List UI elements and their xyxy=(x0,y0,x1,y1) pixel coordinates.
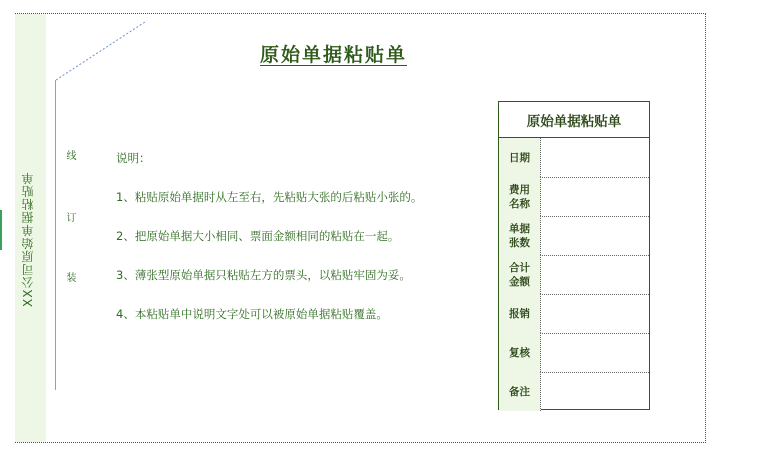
row-label: 费用 名称 xyxy=(499,177,541,216)
table-row-remarks xyxy=(499,372,649,411)
row-label: 报销 xyxy=(499,294,541,333)
note-item-1: 1、粘贴原始单据时从左至右，先粘贴大张的后粘贴小张的。 xyxy=(116,190,423,204)
note-item-2: 2、把原始单据大小相同、票面金额相同的粘贴在一起。 xyxy=(116,229,400,243)
row-value[interactable] xyxy=(541,177,649,216)
row-label: 合计 金额 xyxy=(499,255,541,294)
binding-line xyxy=(55,80,56,390)
row-label: 单据 张数 xyxy=(499,216,541,255)
binding-mark-xian: 线 xyxy=(64,150,75,160)
table-row-expense-name xyxy=(499,177,649,217)
table-row-date xyxy=(499,138,649,178)
table-row-total-amount xyxy=(499,255,649,295)
row-value[interactable] xyxy=(541,138,649,177)
side-strip xyxy=(15,14,46,442)
row-value[interactable] xyxy=(541,294,649,333)
page-title: 原始单据粘贴单 xyxy=(260,44,408,66)
table-row-doc-count xyxy=(499,216,649,256)
summary-table xyxy=(498,101,650,410)
row-value[interactable] xyxy=(541,255,649,294)
row-label: 备注 xyxy=(499,372,541,411)
note-item-4: 4、本粘贴单中说明文字处可以被原始单据粘贴覆盖。 xyxy=(116,307,388,321)
row-value[interactable] xyxy=(541,333,649,372)
side-label: XX公司原始单据粘贴单 xyxy=(21,171,35,307)
note-item-3: 3、薄张型原始单据只粘贴左方的票头，以粘贴牢固为妥。 xyxy=(116,268,411,282)
row-value[interactable] xyxy=(541,216,649,255)
binding-mark-zhuang: 装 xyxy=(64,272,75,282)
table-row-review xyxy=(499,333,649,373)
row-value[interactable] xyxy=(541,372,649,411)
row-label: 日期 xyxy=(499,138,541,177)
table-title: 原始单据粘贴单 xyxy=(499,102,649,138)
binding-mark-ding: 订 xyxy=(64,212,75,222)
table-row-reimburse xyxy=(499,294,649,334)
row-label: 复核 xyxy=(499,333,541,372)
notes-heading: 说明： xyxy=(116,151,151,165)
left-edge-mark xyxy=(0,210,2,250)
